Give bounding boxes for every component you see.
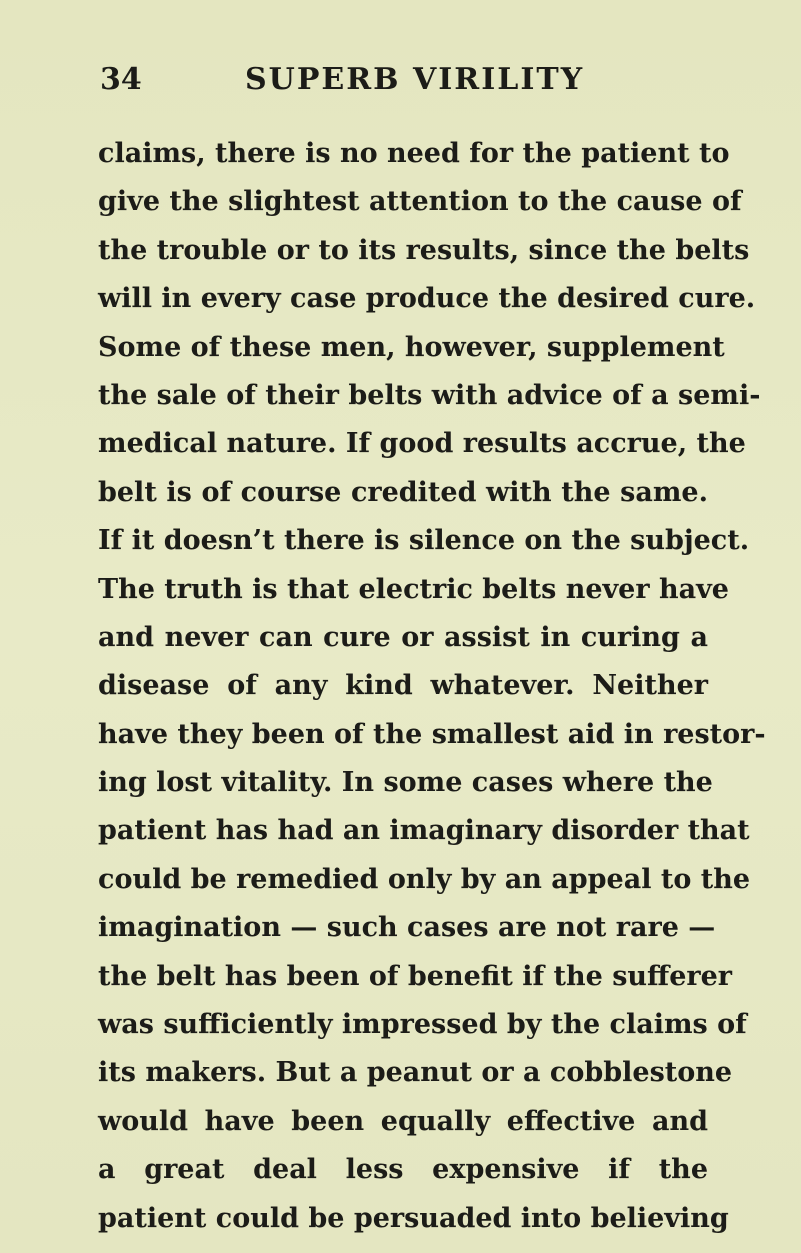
running-head	[100, 60, 720, 100]
text-line: have they been of the smallest aid in restor-	[98, 718, 766, 750]
text-line: disease of any kind whatever. Neither	[98, 670, 708, 702]
text-line: belt is of course credited with the same.	[98, 476, 708, 508]
text-line: its makers. But a peanut or a cobblestone	[98, 1057, 733, 1089]
text-line: ing lost vitality. In some cases where the	[98, 767, 713, 799]
text-line: a great deal less expensive if the	[98, 1154, 708, 1186]
text-line: Some of these men, however, supplement	[98, 331, 725, 363]
page-number: 34	[100, 62, 142, 97]
text-line: would have been equally effective and	[98, 1105, 708, 1137]
text-line: The truth is that electric belts never have	[98, 573, 729, 605]
text-line: patient could be persuaded into believing	[98, 1202, 729, 1234]
text-line: the sale of their belts with advice of a semi-	[98, 379, 761, 411]
text-line: patient has had an imaginary disorder that	[98, 815, 750, 847]
text-line: the trouble or to its results, since the belts	[98, 234, 750, 266]
text-line: give the slightest attention to the cause of	[98, 186, 742, 218]
text-line: claims, there is no need for the patient to	[98, 138, 730, 169]
text-line: will in every case produce the desired cure.	[98, 283, 756, 315]
running-title: SUPERB VIRILITY	[245, 62, 585, 97]
text-line: could be remedied only by an appeal to the	[98, 863, 751, 895]
text-line: was sufficiently impressed by the claims of	[98, 1009, 747, 1041]
text-line: imagination — such cases are not rare —	[98, 912, 716, 944]
text-line: If it doesn’t there is silence on the subject.	[98, 525, 750, 557]
text-line: and never can cure or assist in curing a	[98, 621, 708, 653]
text-line: medical nature. If good results accrue, the	[98, 428, 746, 460]
body-text	[98, 130, 766, 1243]
text-line: the belt has been of benefit if the sufferer	[98, 960, 732, 992]
